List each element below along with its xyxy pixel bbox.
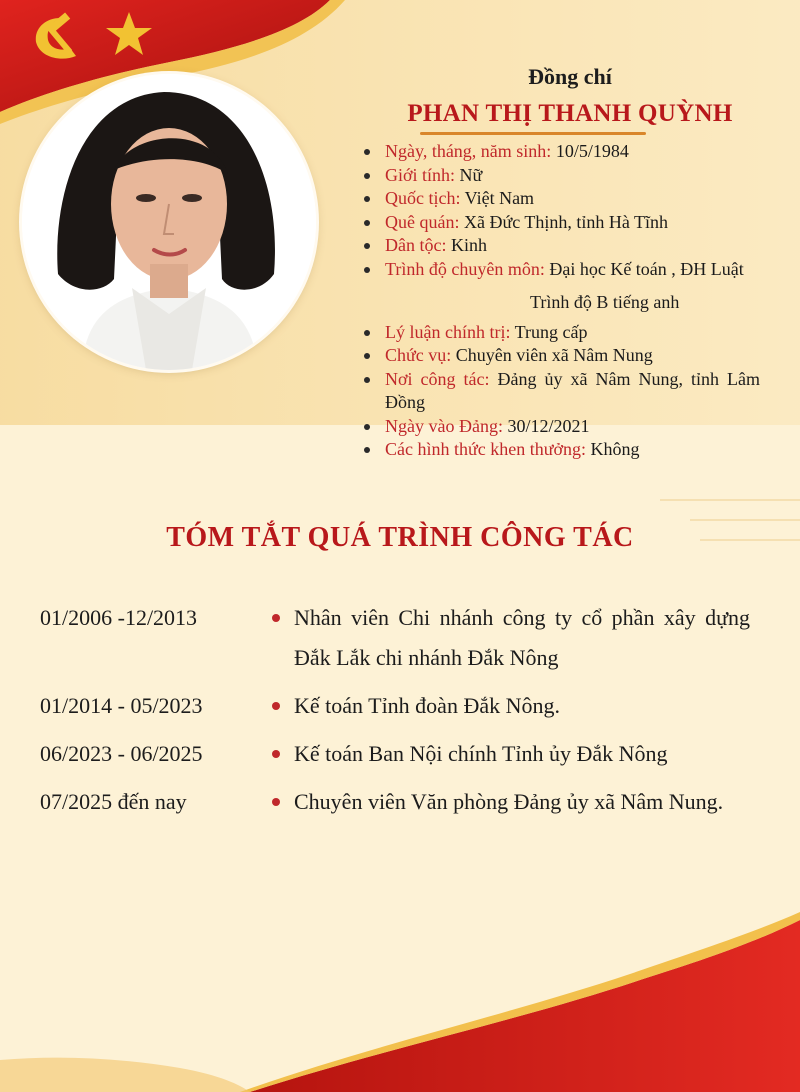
section-title: TÓM TẮT QUÁ TRÌNH CÔNG TÁC <box>166 522 634 553</box>
bullet-icon <box>364 353 370 359</box>
info-value: 30/12/2021 <box>502 415 590 436</box>
timeline-period: 01/2014 - 05/2023 <box>40 693 203 718</box>
bullet-icon <box>270 734 294 774</box>
bullet-icon <box>364 149 370 155</box>
bullet-icon <box>364 447 370 453</box>
bullet-icon <box>270 686 294 726</box>
timeline-description: Kế toán Tỉnh đoàn Đắk Nông. <box>294 693 560 718</box>
bullet-icon <box>364 173 370 179</box>
portrait-photo <box>22 74 316 370</box>
bullet-icon <box>270 598 294 678</box>
info-item <box>360 438 760 462</box>
info-label: Giới tính: <box>385 164 456 185</box>
timeline-description: Chuyên viên Văn phòng Đảng ủy xã Nâm Nung. <box>294 789 724 814</box>
honorific-title: Đồng chí <box>528 64 612 89</box>
info-item <box>360 258 760 282</box>
bullet-icon <box>364 330 370 336</box>
info-label: Các hình thức khen thưởng: <box>385 439 586 459</box>
info-item <box>360 344 760 368</box>
info-item <box>360 321 760 345</box>
info-value: Nữ <box>455 164 483 185</box>
english-level: Trình độ B tiếng anh <box>530 292 680 312</box>
info-item <box>360 415 760 439</box>
person-name: PHAN THỊ THANH QUỲNH <box>407 100 733 127</box>
info-value: Đảng ủy xã Nâm Nung, tỉnh Lâm Đồng <box>385 368 760 412</box>
timeline-row <box>40 734 750 774</box>
timeline-row <box>40 598 750 678</box>
bullet-icon <box>364 243 370 249</box>
career-timeline <box>40 598 750 822</box>
info-item <box>360 368 760 415</box>
bullet-icon <box>270 782 294 822</box>
bullet-icon <box>364 377 370 383</box>
info-value: Chuyên viên xã Nâm Nung <box>451 345 653 365</box>
info-label: Nơi công tác: <box>385 368 490 389</box>
timeline-row <box>40 686 750 726</box>
info-item <box>360 140 760 164</box>
timeline-row <box>40 782 750 822</box>
personal-info-list <box>360 140 760 462</box>
info-label: Chức vụ: <box>385 345 452 365</box>
info-label: Ngày vào Đảng: <box>385 415 503 436</box>
info-label: Lý luận chính trị: <box>385 321 511 342</box>
info-label: Trình độ chuyên môn: <box>385 258 545 279</box>
timeline-description: Kế toán Ban Nội chính Tỉnh ủy Đắk Nông <box>294 741 668 766</box>
bullet-icon <box>364 220 370 226</box>
bullet-icon <box>364 424 370 430</box>
hammer-sickle-icon <box>26 12 90 60</box>
info-item <box>360 164 760 188</box>
info-item <box>360 234 760 258</box>
info-value: Trung cấp <box>510 321 588 342</box>
info-value: Việt Nam <box>460 188 535 208</box>
info-value: 10/5/1984 <box>551 141 629 161</box>
timeline-period: 01/2006 -12/2013 <box>40 605 198 630</box>
star-icon <box>104 10 154 58</box>
info-label: Dân tộc: <box>385 235 447 255</box>
info-value: Xã Đức Thịnh, tỉnh Hà Tĩnh <box>459 211 669 232</box>
timeline-description: Nhân viên Chi nhánh công ty cổ phần xây dựng Đắk Lắk chi nhánh Đắk Nông <box>294 605 750 670</box>
info-value: Kinh <box>446 235 487 255</box>
info-label: Quê quán: <box>385 211 460 232</box>
info-label: Quốc tịch: <box>385 188 461 208</box>
info-value: Đại học Kế toán , ĐH Luật <box>544 258 744 279</box>
name-underline <box>420 132 646 135</box>
bullet-icon <box>364 196 370 202</box>
info-label: Ngày, tháng, năm sinh: <box>385 141 552 161</box>
info-value: Không <box>586 439 640 459</box>
bullet-icon <box>364 267 370 273</box>
info-item <box>360 211 760 235</box>
info-item <box>360 187 760 211</box>
timeline-period: 06/2023 - 06/2025 <box>40 741 203 766</box>
timeline-period: 07/2025 đến nay <box>40 789 187 814</box>
